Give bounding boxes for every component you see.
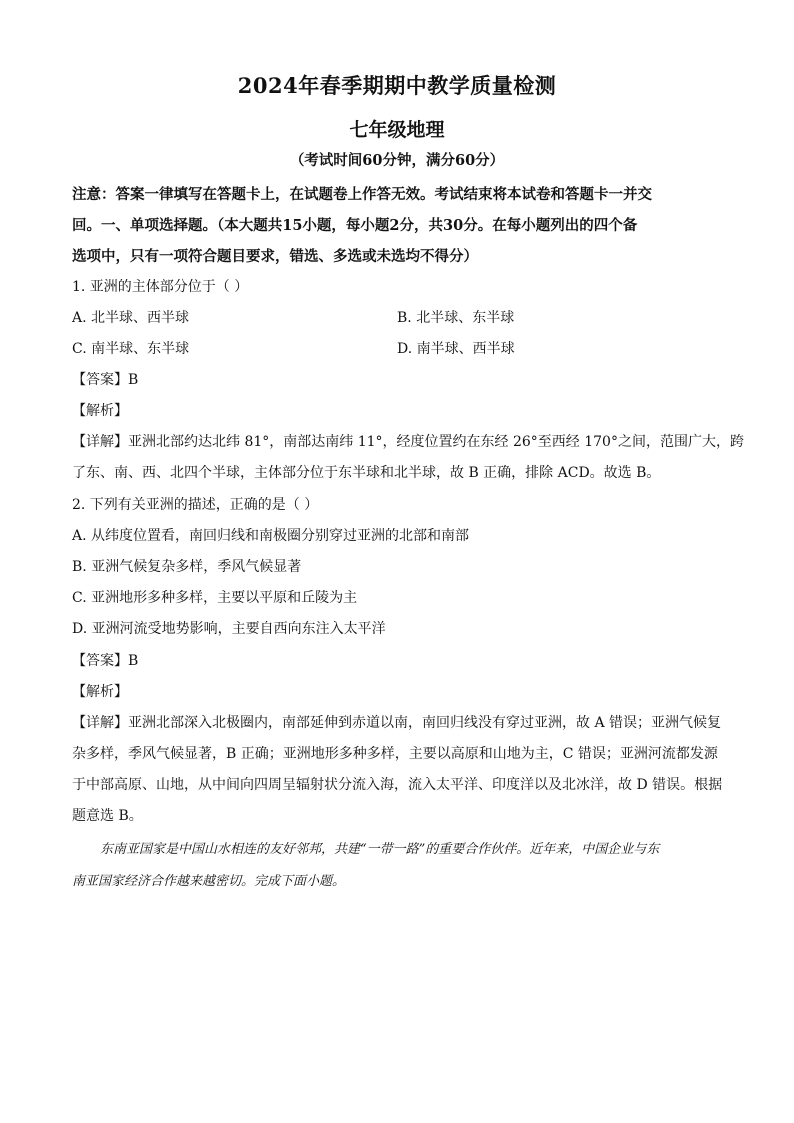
q1-detail-line-2: 了东、南、西、北四个半球，主体部分位于东半球和北半球，故 B 正确，排除 ACD。故选 B。 — [72, 465, 661, 481]
q2-detail-line-1: 【详解】亚洲北部深入北极圈内，南部延伸到赤道以南，南回归线没有穿过亚洲，故 A 错误；亚洲气候复 — [72, 715, 722, 731]
q2-detail-line-4: 题意选 B。 — [72, 808, 143, 824]
q1-option-c: C. 南半球、东半球 — [72, 341, 190, 357]
exam-info: （考试时间60分钟，满分60分） — [289, 152, 505, 169]
q2-option-c: C. 亚洲地形多种多样，主要以平原和丘陵为主 — [72, 590, 358, 606]
q2-option-d: D. 亚洲河流受地势影响，主要自西向东注入太平洋 — [72, 621, 386, 637]
q2-detail-line-3: 于中部高原、山地，从中间向四周呈辐射状分流入海，流入太平洋、印度洋以及北冰洋，故 D 错误。根据 — [72, 777, 723, 793]
q2-option-b: B. 亚洲气候复杂多样，季风气候显著 — [72, 559, 302, 575]
q2-detail-line-2: 杂多样，季风气候显著，B 正确；亚洲地形多种多样，主要以高原和山地为主，C 错误；亚洲河流都发源 — [72, 746, 718, 762]
q2-stem: 2. 下列有关亚洲的描述，正确的是（ ） — [72, 497, 319, 513]
q1-option-b: B. 北半球、东半球 — [397, 310, 515, 326]
q1-analysis-label: 【解析】 — [72, 403, 128, 419]
passage-line-1: 东南亚国家是中国山水相连的友好邻邦，共建“一带一路”的重要合作伙伴。近年来，中国企业与东 — [100, 842, 660, 857]
q1-stem: 1. 亚洲的主体部分位于（ ） — [72, 279, 249, 295]
notice-line-2: 回。一、单项选择题。（本大题共15小题，每小题2分，共30分。在每小题列出的四个备 — [72, 217, 638, 234]
passage-line-2: 南亚国家经济合作越来越密切。完成下面小题。 — [72, 874, 346, 889]
q1-answer: 【答案】B — [72, 372, 139, 388]
q1-option-a: A. 北半球、西半球 — [72, 310, 190, 326]
q2-option-a: A. 从纬度位置看，南回归线和南极圈分别穿过亚洲的北部和南部 — [72, 528, 470, 544]
q2-analysis-label: 【解析】 — [72, 684, 128, 700]
exam-title: 2024年春季期期中教学质量检测 — [237, 73, 557, 98]
notice-line-1: 注意：答案一律填写在答题卡上，在试题卷上作答无效。考试结束将本试卷和答题卡一并交 — [72, 186, 652, 203]
q2-answer: 【答案】B — [72, 653, 139, 669]
q1-detail-line-1: 【详解】亚洲北部约达北纬 81°，南部达南纬 11°，经度位置约在东经 26°至西经 170°之间，范围广大，跨 — [72, 434, 744, 450]
q1-option-d: D. 南半球、西半球 — [397, 341, 515, 357]
exam-subject: 七年级地理 — [349, 119, 445, 141]
notice-line-3: 选项中，只有一项符合题目要求，错选、多选或未选均不得分） — [72, 248, 478, 265]
